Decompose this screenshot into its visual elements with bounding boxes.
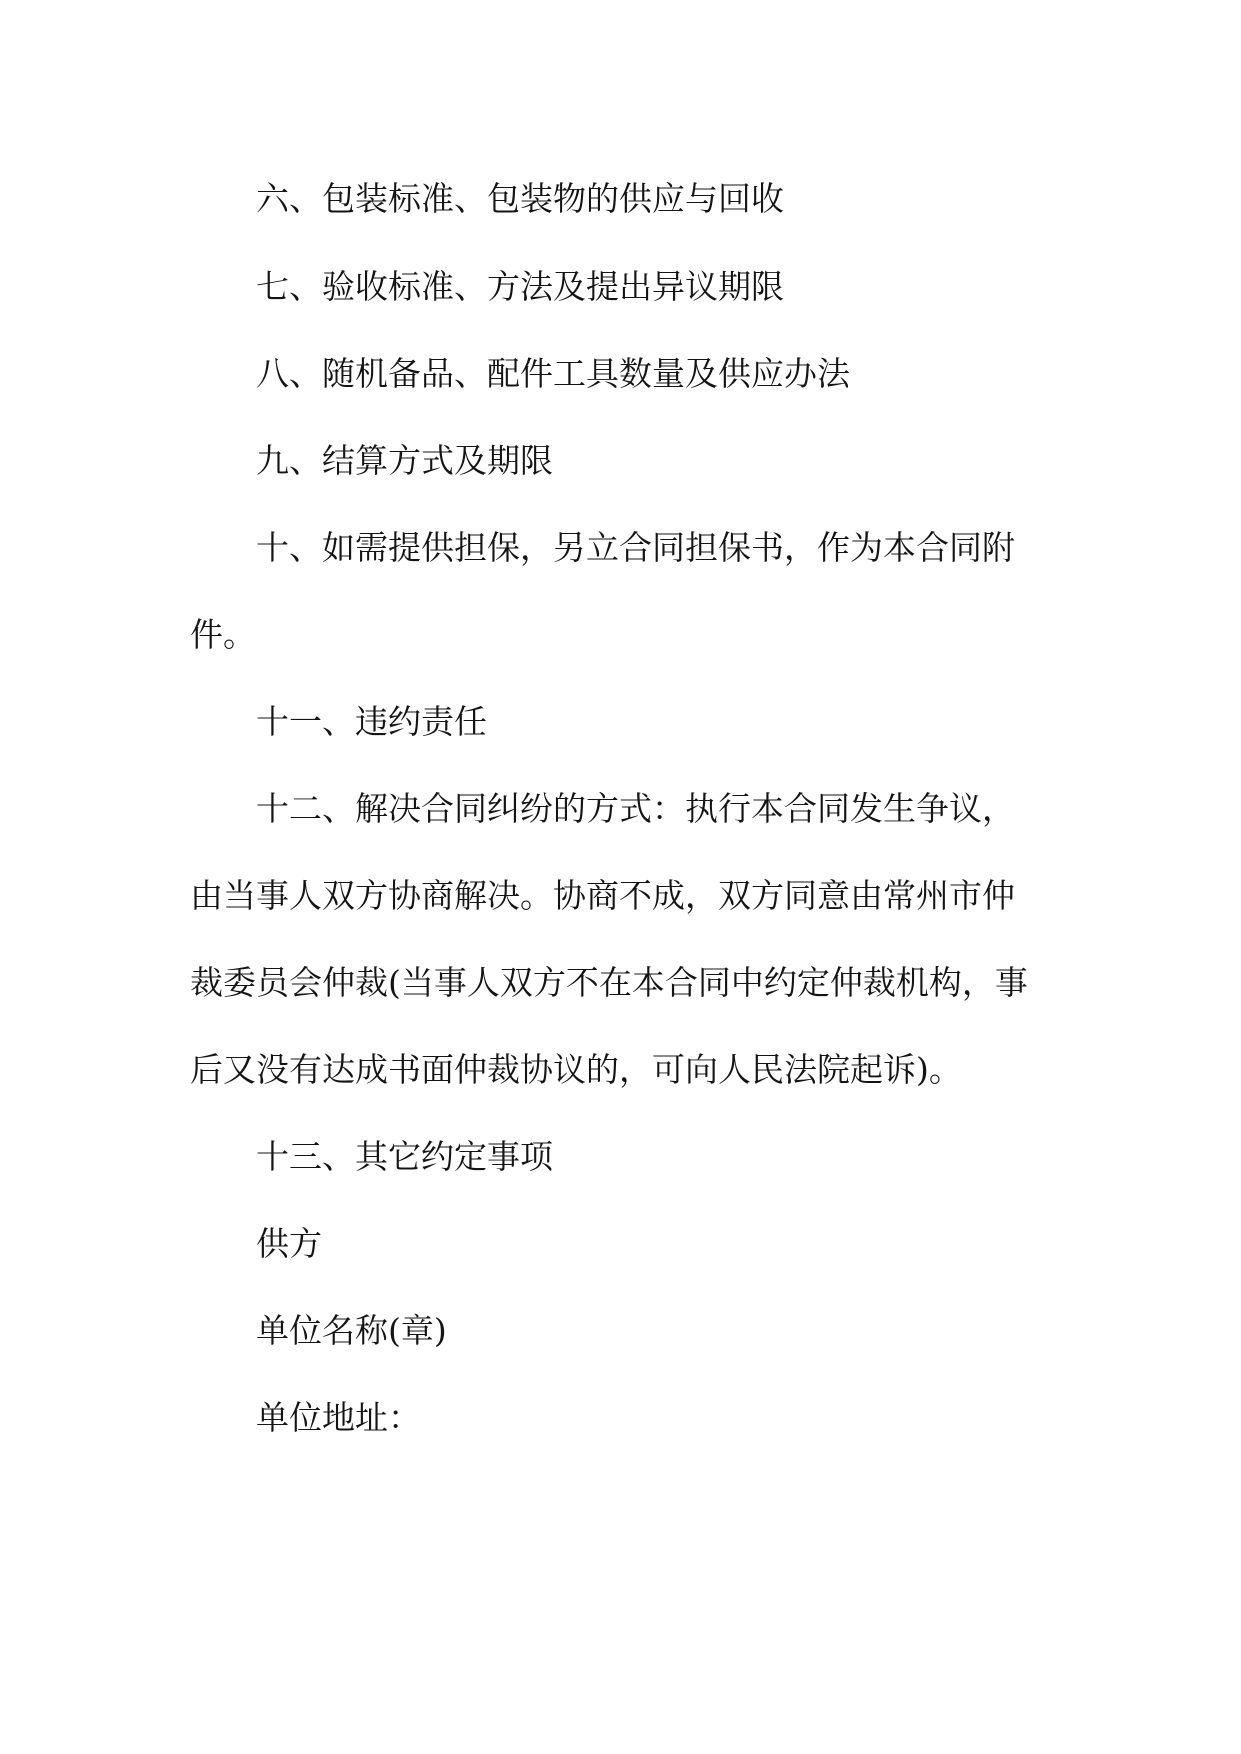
text-line: 七、验收标准、方法及提出异议期限: [256, 267, 784, 306]
supplier-heading: [190, 1195, 1050, 1293]
text-line: 十、如需提供担保，另立合同担保书，作为本合同附: [256, 528, 1015, 567]
text-line: 供方: [256, 1224, 322, 1263]
text-line: 十三、其它约定事项: [256, 1137, 553, 1176]
clause-7-acceptance: [190, 238, 1050, 336]
text-line: 十二、解决合同纠纷的方式：执行本合同发生争议，: [256, 789, 1015, 828]
clause-10-guarantee: [190, 499, 1050, 684]
clause-11-liability: [190, 673, 1050, 771]
text-line: 由当事人双方协商解决。协商不成，双方同意由常州市仲: [190, 876, 1015, 915]
text-line: 单位地址：: [256, 1398, 421, 1437]
clause-9-settlement: [190, 412, 1050, 510]
text-line: 后又没有达成书面仲裁协议的，可向人民法院起诉)。: [190, 1050, 962, 1089]
unit-address-field: [190, 1369, 1050, 1467]
clause-6-packaging: [190, 150, 1050, 248]
unit-name-field: [190, 1282, 1050, 1380]
text-line: 十一、违约责任: [256, 702, 487, 741]
clause-13-other-matters: [190, 1108, 1050, 1206]
clause-12-disputes: [190, 760, 1050, 1119]
text-line: 九、结算方式及期限: [256, 441, 553, 480]
text-line: 六、包装标准、包装物的供应与回收: [256, 179, 784, 218]
text-line: 八、随机备品、配件工具数量及供应办法: [256, 354, 850, 393]
text-line: 裁委员会仲裁(当事人双方不在本合同中约定仲裁机构，事: [190, 963, 1028, 1002]
text-line: 单位名称(章): [256, 1311, 447, 1350]
text-line: 件。: [190, 615, 256, 654]
clause-8-spare-parts: [190, 325, 1050, 423]
